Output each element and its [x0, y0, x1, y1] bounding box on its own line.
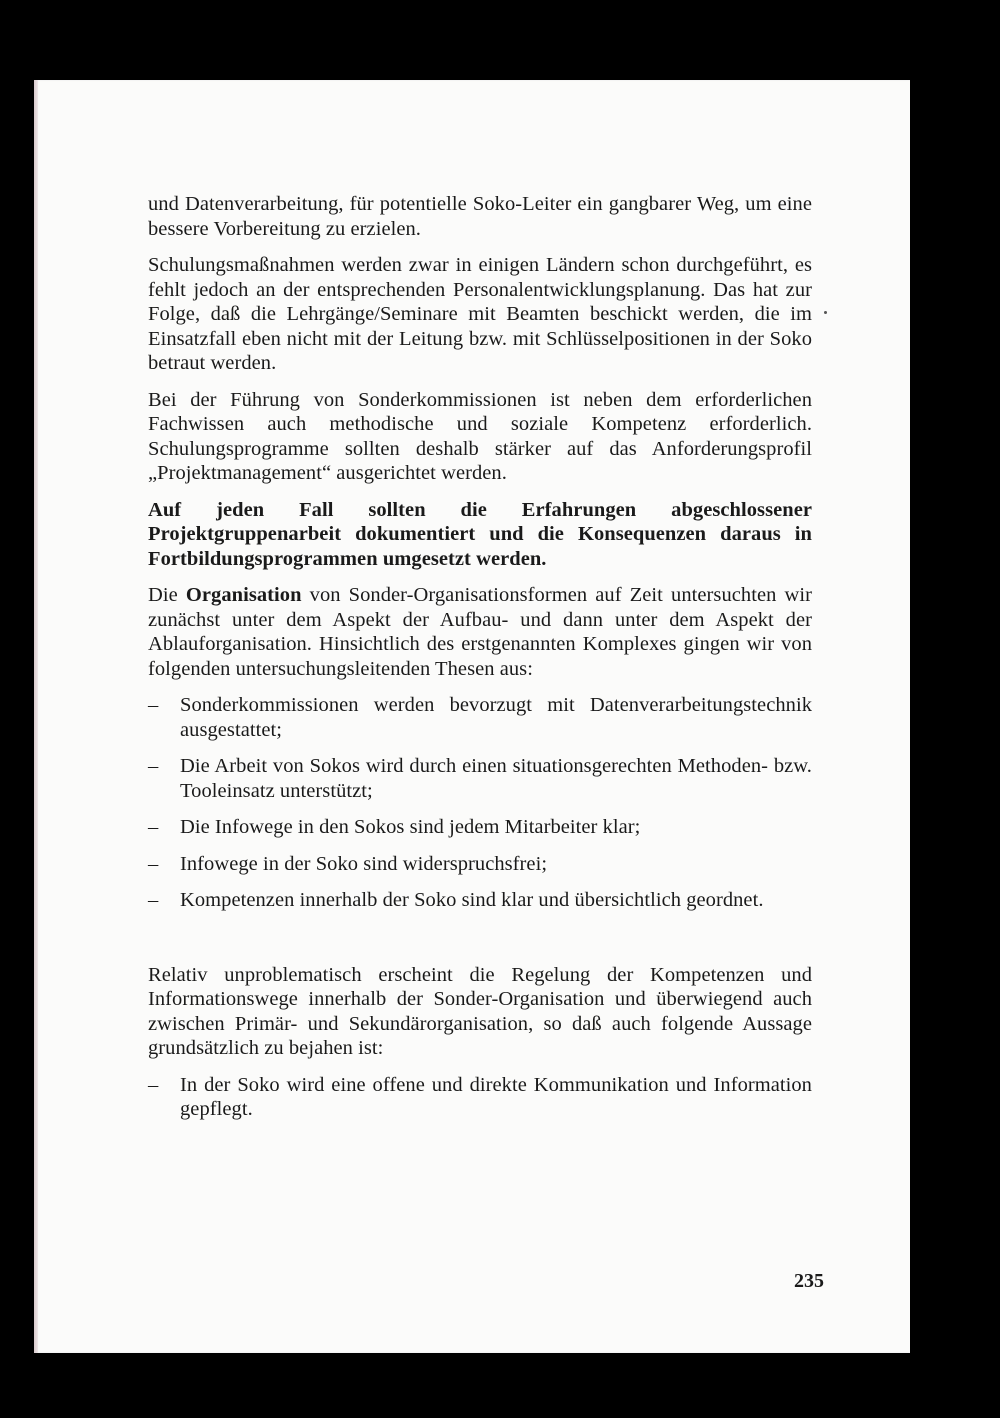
page-binding-edge [34, 80, 38, 1353]
organisation-term: Organisation [185, 584, 302, 606]
thesis-text: Infowege in der Soko sind widerspruchsfrei; [180, 852, 548, 875]
thesis-item [148, 815, 812, 840]
thesis-item [148, 693, 812, 742]
thesis-item [148, 852, 812, 877]
dash-bullet: – [148, 755, 159, 777]
thesis-text: Die Arbeit von Sokos wird durch einen situationsgerechten Methoden- bzw. Tooleinsatz unterstützt; [180, 755, 812, 802]
thesis-text: Kompetenzen innerhalb der Soko sind klar und übersichtlich geordnet. [180, 889, 764, 911]
book-page [34, 80, 910, 1353]
print-speck [824, 311, 827, 314]
paragraph-communication-rules: Relativ unproblematisch erscheint die Regelung der Kompetenzen und Informationswege innerhalb der Sonder-Organisation und überwiegend auch zwischen Primär- und Sekundärorganisation, so daß auch folgende Aussage grundsätzlich zu bejahen ist: [148, 963, 812, 1059]
dash-bullet: – [148, 816, 159, 838]
dash-bullet: – [148, 694, 159, 716]
thesis-item [148, 888, 812, 913]
page-number: 235 [794, 1270, 824, 1292]
theses-list [148, 693, 812, 913]
dash-bullet: – [148, 889, 159, 911]
thesis-text: Sonderkommissionen werden bevorzugt mit Datenverarbeitungstechnik ausgestattet; [180, 694, 812, 741]
paragraph-leadership-competence: Bei der Führung von Sonderkommissionen ist neben dem erforderlichen Fachwissen auch methodische und soziale Kompetenz erforderlich. Schulungsprogramme sollten deshalb stärker auf das Anforderungsprofil „Projektmanagement“ ausgerichtet werden. [148, 388, 812, 484]
final-list [148, 1073, 812, 1122]
paragraph-continuation: und Datenverarbeitung, für potentielle Soko-Leiter ein gangbarer Weg, um eine bessere Vorbereitung zu erzielen. [148, 193, 812, 240]
organisation-prefix: Die [148, 584, 186, 606]
paragraph-training-measures: Schulungsmaßnahmen werden zwar in einigen Ländern schon durchgeführt, es fehlt jedoch an der entsprechenden Personalentwicklungsplanung. Das hat zur Folge, daß die Lehrgänge/Seminare mit Beamten beschickt werden, die im Einsatzfall eben nicht mit der Leitung bzw. mit Schlüsselpositionen in der Soko betraut werden. [148, 254, 812, 374]
dash-bullet: – [148, 1073, 159, 1096]
final-item-text: In der Soko wird eine offene und direkte Kommunikation und Information gepflegt. [180, 1073, 812, 1120]
page-body [148, 192, 812, 1134]
final-list-item [148, 1073, 812, 1122]
dash-bullet: – [148, 852, 159, 875]
organisation-rest: von Sonder-Organisationsformen auf Zeit untersuchten wir zunächst unter dem Aspekt der Aufbau- und dann unter dem Aspekt der Ablauforganisation. Hinsichtlich des erstgenannten Komplexes gingen wir von folgenden untersuchungsleitenden Thesen aus: [148, 584, 812, 680]
thesis-text: Die Infowege in den Sokos sind jedem Mitarbeiter klar; [180, 816, 641, 838]
thesis-item [148, 754, 812, 803]
paragraph-bold-recommendation: Auf jeden Fall sollten die Erfahrungen abgeschlossener Projektgruppenarbeit dokumentiert und die Konsequenzen daraus in Fortbildungsprogrammen umgesetzt werden. [148, 498, 812, 570]
section-gap [148, 925, 812, 963]
paragraph-organisation [148, 583, 812, 681]
